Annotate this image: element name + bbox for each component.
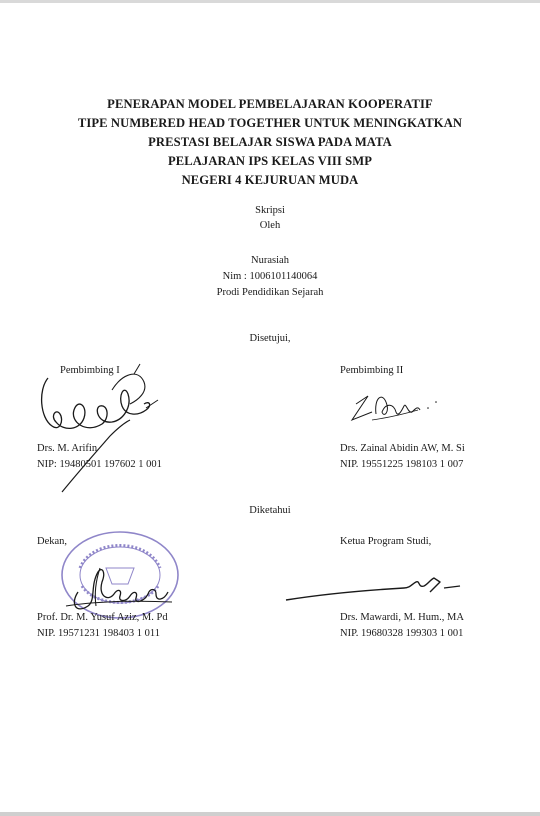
ketua-nip: NIP. 19680328 199303 1 001 bbox=[340, 628, 464, 639]
pembimbing2-nip: NIP. 19551225 198103 1 007 bbox=[340, 459, 464, 470]
title-line-1: PENERAPAN MODEL PEMBELAJARAN KOOPERATIF bbox=[107, 97, 433, 111]
pembimbing1-nip: NIP: 19480501 197602 1 001 bbox=[37, 459, 162, 470]
scan-edge-bottom bbox=[0, 812, 540, 816]
title-line-3: PRESTASI BELAJAR SISWA PADA MATA bbox=[148, 135, 392, 149]
title-line-2: TIPE NUMBERED HEAD TOGETHER UNTUK MENINGKATKAN bbox=[77, 116, 463, 130]
thesis-title bbox=[40, 95, 500, 190]
dekan-role: Dekan, bbox=[37, 536, 68, 547]
by-label: Oleh bbox=[259, 220, 281, 231]
ketua-role: Ketua Program Studi, bbox=[340, 536, 432, 547]
pembimbing2-signature bbox=[346, 384, 446, 432]
author-nim: Nim : 1006101140064 bbox=[222, 271, 318, 282]
pembimbing2-name: Drs. Zainal Abidin AW, M. Si bbox=[340, 443, 465, 454]
ketua-signature bbox=[284, 572, 484, 606]
scan-edge-top bbox=[0, 0, 540, 3]
author-name: Nurasiah bbox=[251, 255, 289, 266]
title-line-4: PELAJARAN IPS KELAS VIII SMP bbox=[167, 154, 373, 168]
author-prodi: Prodi Pendidikan Sejarah bbox=[216, 287, 324, 298]
pembimbing1-signature bbox=[34, 360, 184, 495]
pembimbing1-role: Pembimbing I bbox=[60, 365, 120, 376]
dekan-nip: NIP. 19571231 198403 1 011 bbox=[37, 628, 160, 639]
title-line-5: NEGERI 4 KEJURUAN MUDA bbox=[181, 173, 359, 187]
ketua-name: Drs. Mawardi, M. Hum., MA bbox=[340, 612, 464, 623]
dekan-name: Prof. Dr. M. Yusuf Aziz, M. Pd bbox=[37, 612, 168, 623]
pembimbing2-role: Pembimbing II bbox=[340, 365, 404, 376]
document-type: Skripsi bbox=[255, 205, 285, 216]
dekan-signature bbox=[60, 556, 190, 618]
pembimbing1-name: Drs. M. Arifin bbox=[37, 443, 98, 454]
approved-label: Disetujui, bbox=[249, 333, 291, 344]
known-label: Diketahui bbox=[249, 505, 291, 516]
